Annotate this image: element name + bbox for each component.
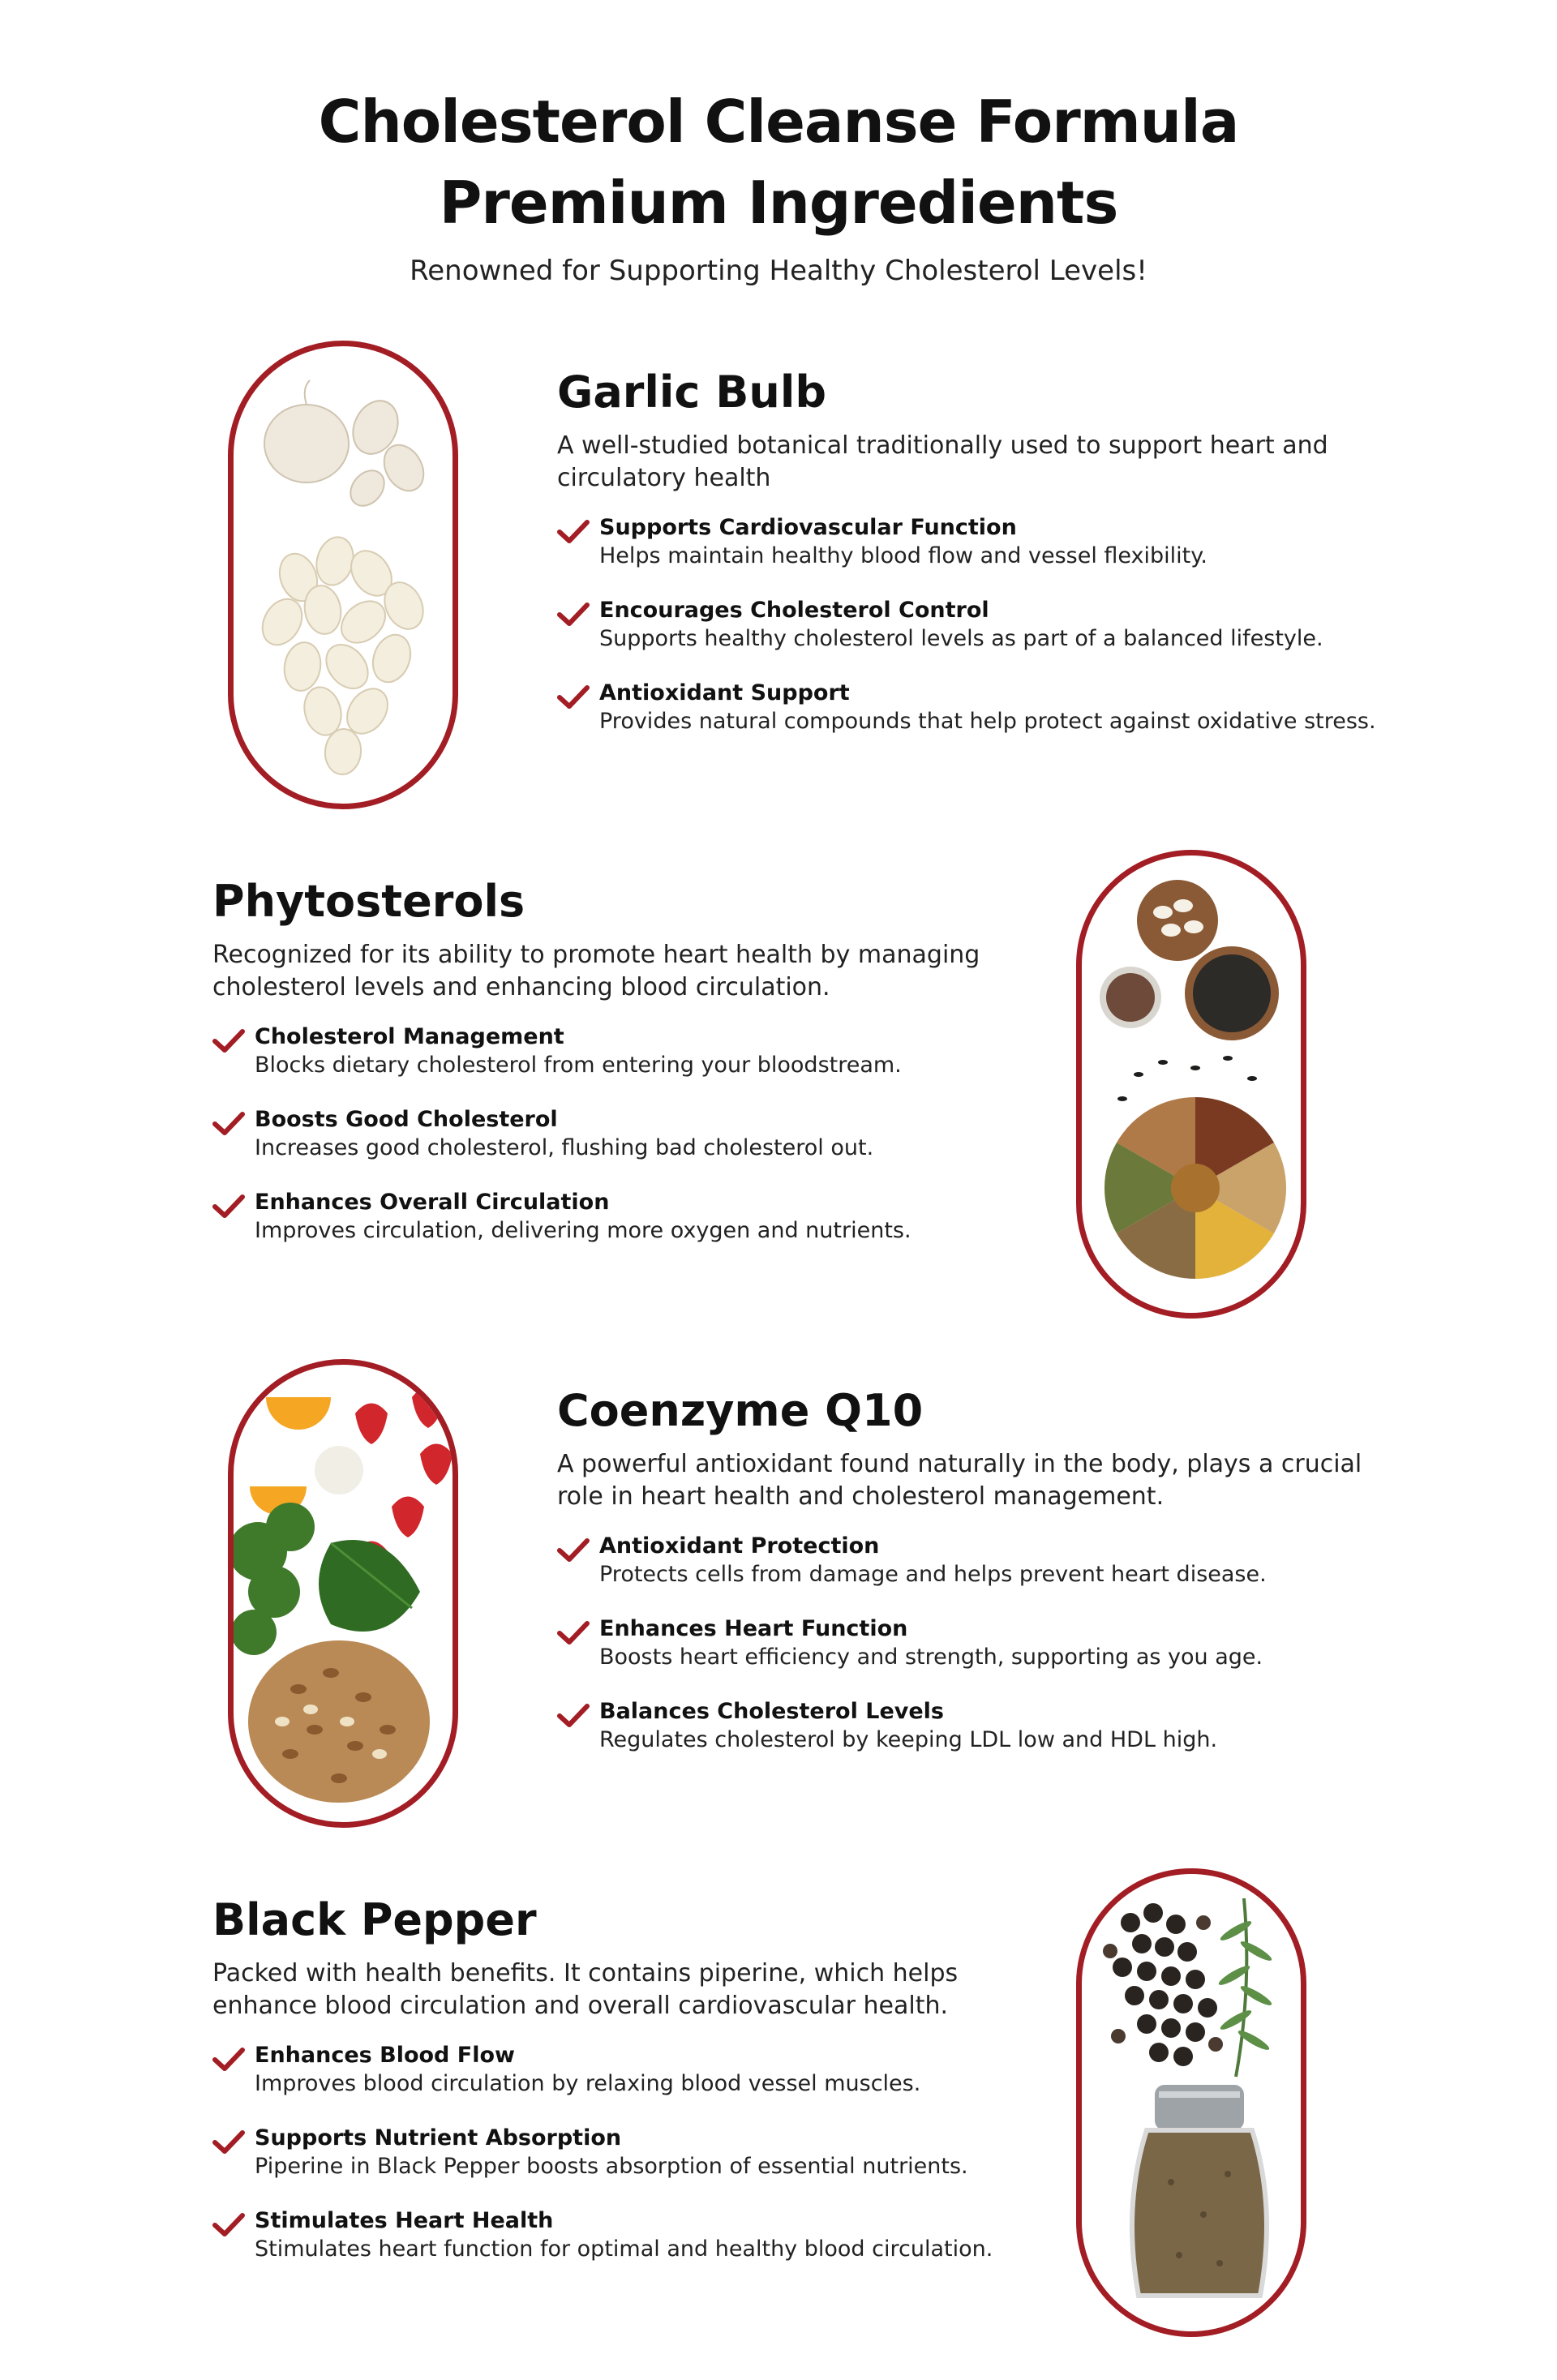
- page-subtitle: Renowned for Supporting Healthy Cholesterol Levels!: [410, 255, 1147, 287]
- checkmark-icon: [557, 684, 590, 710]
- ingredient-name: Garlic Bulb: [557, 367, 826, 418]
- benefit-list: [557, 1533, 1400, 1755]
- benefit-title: Stimulates Heart Health: [255, 2208, 554, 2233]
- benefit-text: Regulates cholesterol by keeping LDL low and HDL high.: [599, 1727, 1218, 1752]
- checkmark-icon: [557, 1620, 590, 1646]
- page-title-line2: Premium Ingredients: [439, 169, 1118, 237]
- benefit-title: Antioxidant Support: [599, 680, 850, 705]
- benefit-text: Boosts heart efficiency and strength, supporting as you age.: [599, 1645, 1263, 1670]
- benefit-title: Supports Nutrient Absorption: [255, 2125, 622, 2151]
- benefit-text: Supports healthy cholesterol levels as part of a balanced lifestyle.: [599, 626, 1323, 651]
- fruits-vegetables-nuts-icon: [228, 1359, 458, 1828]
- checkmark-icon: [212, 2047, 245, 2073]
- benefit-title: Encourages Cholesterol Control: [599, 598, 989, 623]
- ingredient-content: [212, 1894, 1056, 2290]
- checkmark-icon: [557, 602, 590, 628]
- seeds-and-nuts-icon: [1076, 850, 1306, 1319]
- ingredient-description: Packed with health benefits. It contains piperine, which helps enhance blood circulation and overall cardiovascular health.: [212, 1959, 959, 2020]
- ingredient-name: Coenzyme Q10: [557, 1385, 924, 1436]
- ingredient-name: Phytosterols: [212, 876, 525, 927]
- ingredient-description: A powerful antioxidant found naturally in the body, plays a crucial role in heart health and cholesterol management.: [557, 1450, 1362, 1511]
- benefit-text: Piperine in Black Pepper boosts absorption of essential nutrients.: [255, 2154, 968, 2179]
- benefit-item: [212, 2207, 1056, 2264]
- benefit-list: [212, 2042, 1056, 2264]
- checkmark-icon: [212, 1194, 245, 1220]
- benefit-text: Blocks dietary cholesterol from entering your bloodstream.: [255, 1053, 902, 1078]
- benefit-title: Cholesterol Management: [255, 1024, 564, 1049]
- benefit-item: [212, 1106, 1056, 1163]
- benefit-item: [557, 597, 1400, 654]
- checkmark-icon: [557, 519, 590, 545]
- benefit-text: Increases good cholesterol, flushing bad cholesterol out.: [255, 1135, 874, 1160]
- ingredient-section-black-pepper: [0, 1868, 1557, 2355]
- benefit-text: Stimulates heart function for optimal and healthy blood circulation.: [255, 2236, 993, 2262]
- ingredient-section-phytosterols: [0, 850, 1557, 1336]
- page-title-line1: Cholesterol Cleanse Formula: [318, 88, 1239, 156]
- benefit-text: Improves blood circulation by relaxing blood vessel muscles.: [255, 2071, 921, 2096]
- ingredient-content: [212, 876, 1056, 1271]
- checkmark-icon: [212, 1028, 245, 1054]
- checkmark-icon: [212, 2129, 245, 2155]
- benefit-text: Improves circulation, delivering more oxygen and nutrients.: [255, 1218, 911, 1243]
- checkmark-icon: [212, 2212, 245, 2238]
- benefit-title: Supports Cardiovascular Function: [599, 515, 1017, 540]
- ingredient-name: Black Pepper: [212, 1894, 537, 1945]
- benefit-item: [557, 1533, 1400, 1589]
- benefit-title: Enhances Blood Flow: [255, 2043, 515, 2068]
- benefit-title: Boosts Good Cholesterol: [255, 1107, 558, 1132]
- benefit-title: Balances Cholesterol Levels: [599, 1699, 944, 1724]
- peppercorns-grinder-icon: [1076, 1868, 1306, 2337]
- benefit-item: [212, 1023, 1056, 1080]
- ingredient-section-coq10: [0, 1359, 1557, 1846]
- benefit-item: [212, 2042, 1056, 2099]
- benefit-item: [212, 1189, 1056, 1246]
- checkmark-icon: [557, 1703, 590, 1729]
- checkmark-icon: [212, 1111, 245, 1137]
- ingredient-description: Recognized for its ability to promote heart health by managing cholesterol levels and enhancing blood circulation.: [212, 941, 980, 1001]
- benefit-item: [557, 514, 1400, 571]
- benefit-list: [557, 514, 1400, 736]
- benefit-item: [557, 1698, 1400, 1755]
- checkmark-icon: [557, 1537, 590, 1563]
- benefit-list: [212, 1023, 1056, 1246]
- benefit-text: Protects cells from damage and helps prevent heart disease.: [599, 1562, 1267, 1587]
- ingredient-description: A well-studied botanical traditionally used to support heart and circulatory health: [557, 431, 1328, 492]
- benefit-title: Enhances Overall Circulation: [255, 1190, 610, 1215]
- garlic-cloves-icon: [228, 341, 458, 809]
- ingredient-content: [557, 367, 1400, 762]
- benefit-title: Antioxidant Protection: [599, 1533, 880, 1559]
- benefit-title: Enhances Heart Function: [599, 1616, 908, 1641]
- benefit-item: [557, 1615, 1400, 1672]
- benefit-text: Provides natural compounds that help protect against oxidative stress.: [599, 709, 1376, 734]
- benefit-item: [212, 2125, 1056, 2181]
- ingredient-content: [557, 1385, 1400, 1781]
- benefit-text: Helps maintain healthy blood flow and vessel flexibility.: [599, 543, 1207, 568]
- benefit-item: [557, 680, 1400, 736]
- ingredient-section-garlic: [0, 341, 1557, 827]
